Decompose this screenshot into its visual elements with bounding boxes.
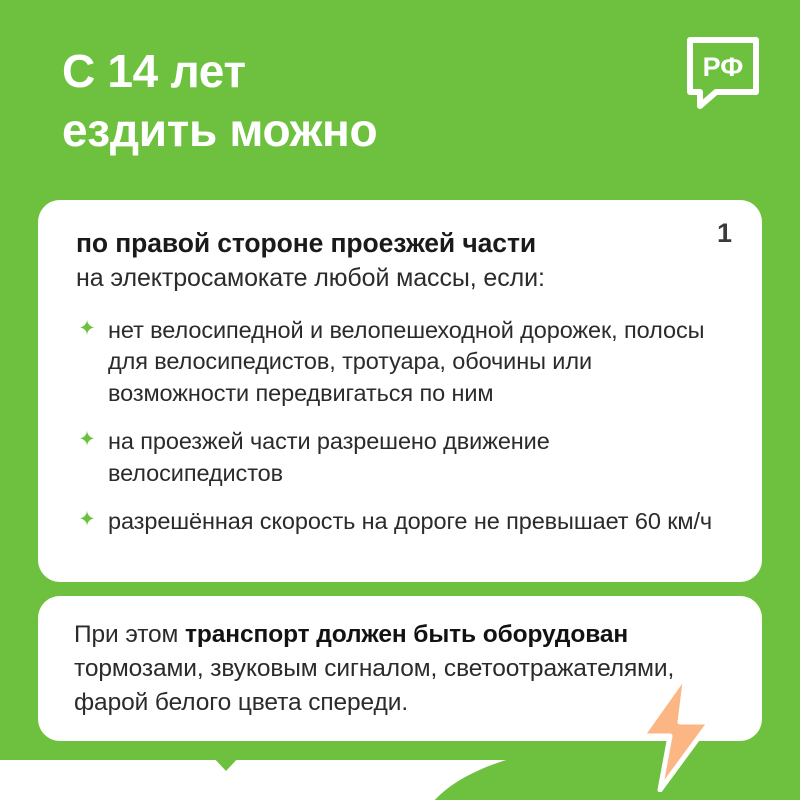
note-prefix: При этом (74, 621, 186, 648)
svg-text:РФ: РФ (702, 52, 744, 82)
list-item (76, 506, 722, 537)
headline-line-2: ездить можно (62, 103, 378, 156)
rf-logo-icon (686, 36, 760, 110)
note-suffix: тормозами, звуковым сигналом, светоотражателями, фарой белого цвета спереди. (74, 654, 675, 716)
note-bold: транспорт должен быть оборудован (185, 621, 629, 648)
list-item (76, 315, 722, 409)
card-subtitle: на электросамокате любой массы, если: (76, 264, 545, 293)
list-item-text: нет велосипедной и велопешеходной дорожек, полосы для велосипедистов, тротуара, обочины или возможности передвигаться по ним (108, 316, 705, 406)
list-item (76, 426, 722, 489)
list-item-text: на проезжей части разрешено движение велосипедистов (108, 428, 550, 486)
sparkle-icon: ✦ (78, 316, 96, 340)
sparkle-icon: ✦ (78, 428, 96, 452)
sparkle-icon: ✦ (78, 508, 96, 532)
card-title: по правой стороне проезжей части (76, 228, 537, 258)
list-item-text: разрешённая скорость на дороге не превышает 60 км/ч (108, 508, 713, 535)
card-number-badge: 1 (716, 218, 732, 248)
main-rule-card (38, 200, 762, 582)
conditions-list (76, 315, 722, 538)
card-pointer-triangle (196, 739, 256, 771)
lightning-bolt-icon (630, 672, 722, 792)
note-text (74, 618, 722, 719)
headline-line-1: С 14 лет (62, 45, 246, 97)
headline (62, 42, 622, 160)
